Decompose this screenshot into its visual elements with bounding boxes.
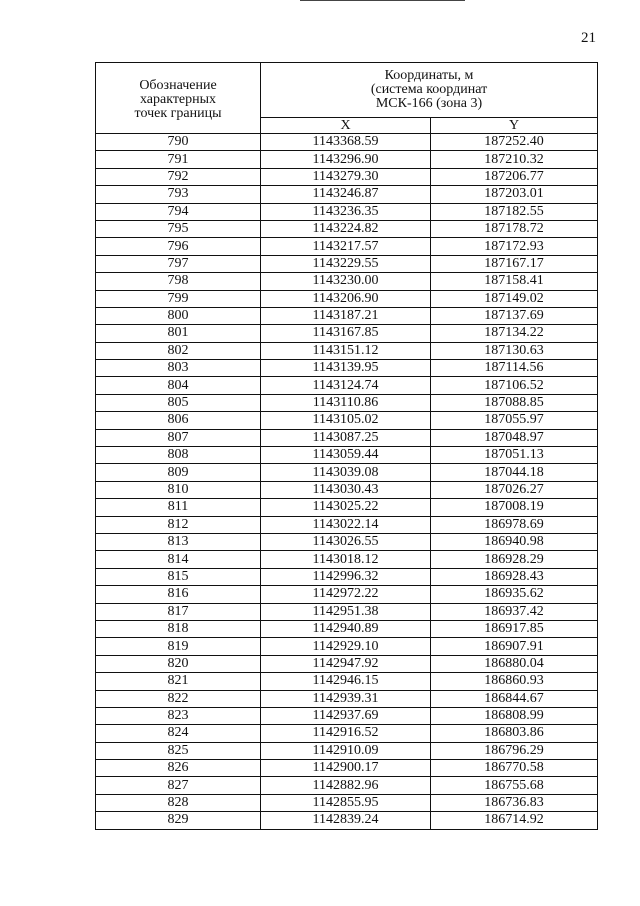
point-id-cell: 806 — [96, 412, 261, 429]
x-coordinate-cell: 1142951.38 — [261, 603, 431, 620]
y-coordinate-cell: 187203.01 — [431, 186, 598, 203]
table-row — [96, 220, 598, 237]
point-id-cell: 826 — [96, 760, 261, 777]
x-coordinate-cell: 1143124.74 — [261, 377, 431, 394]
y-coordinate-cell: 186940.98 — [431, 533, 598, 550]
y-coordinate-cell: 186844.67 — [431, 690, 598, 707]
point-id-cell: 801 — [96, 325, 261, 342]
point-id-cell: 802 — [96, 342, 261, 359]
table-row — [96, 690, 598, 707]
table-row — [96, 499, 598, 516]
table-body — [96, 134, 598, 830]
table-row — [96, 603, 598, 620]
y-coordinate-cell: 186796.29 — [431, 742, 598, 759]
header-designation — [96, 63, 261, 134]
point-id-cell: 814 — [96, 551, 261, 568]
x-coordinate-cell: 1142996.32 — [261, 568, 431, 585]
y-coordinate-cell: 186860.93 — [431, 673, 598, 690]
x-coordinate-cell: 1143059.44 — [261, 447, 431, 464]
header-y: Y — [431, 118, 598, 134]
point-id-cell: 810 — [96, 481, 261, 498]
x-coordinate-cell: 1143030.43 — [261, 481, 431, 498]
x-coordinate-cell: 1143087.25 — [261, 429, 431, 446]
table-row — [96, 760, 598, 777]
point-id-cell: 827 — [96, 777, 261, 794]
header-coordinates — [261, 63, 598, 118]
y-coordinate-cell: 186907.91 — [431, 638, 598, 655]
table-row — [96, 707, 598, 724]
x-coordinate-cell: 1143217.57 — [261, 238, 431, 255]
point-id-cell: 798 — [96, 273, 261, 290]
x-coordinate-cell: 1143110.86 — [261, 394, 431, 411]
table-row — [96, 238, 598, 255]
point-id-cell: 828 — [96, 794, 261, 811]
x-coordinate-cell: 1142916.52 — [261, 725, 431, 742]
table-row — [96, 568, 598, 585]
x-coordinate-cell: 1142939.31 — [261, 690, 431, 707]
table-row — [96, 273, 598, 290]
point-id-cell: 807 — [96, 429, 261, 446]
point-id-cell: 791 — [96, 151, 261, 168]
table-row — [96, 412, 598, 429]
coordinates-table — [95, 62, 598, 830]
x-coordinate-cell: 1143230.00 — [261, 273, 431, 290]
x-coordinate-cell: 1143279.30 — [261, 168, 431, 185]
y-coordinate-cell: 187130.63 — [431, 342, 598, 359]
point-id-cell: 799 — [96, 290, 261, 307]
x-coordinate-cell: 1143105.02 — [261, 412, 431, 429]
x-coordinate-cell: 1143187.21 — [261, 307, 431, 324]
x-coordinate-cell: 1142937.69 — [261, 707, 431, 724]
page-number: 21 — [581, 30, 596, 46]
table-row — [96, 516, 598, 533]
x-coordinate-cell: 1143039.08 — [261, 464, 431, 481]
x-coordinate-cell: 1142882.96 — [261, 777, 431, 794]
point-id-cell: 829 — [96, 812, 261, 829]
x-coordinate-cell: 1142900.17 — [261, 760, 431, 777]
y-coordinate-cell: 186770.58 — [431, 760, 598, 777]
point-id-cell: 805 — [96, 394, 261, 411]
y-coordinate-cell: 187051.13 — [431, 447, 598, 464]
y-coordinate-cell: 187210.32 — [431, 151, 598, 168]
x-coordinate-cell: 1143025.22 — [261, 499, 431, 516]
table-row — [96, 168, 598, 185]
y-coordinate-cell: 187055.97 — [431, 412, 598, 429]
table-row — [96, 203, 598, 220]
table-row — [96, 673, 598, 690]
y-coordinate-cell: 187158.41 — [431, 273, 598, 290]
y-coordinate-cell: 187114.56 — [431, 360, 598, 377]
table-row — [96, 777, 598, 794]
table-row — [96, 464, 598, 481]
table-row — [96, 481, 598, 498]
point-id-cell: 822 — [96, 690, 261, 707]
point-id-cell: 794 — [96, 203, 261, 220]
table-row — [96, 447, 598, 464]
table-row — [96, 377, 598, 394]
x-coordinate-cell: 1142972.22 — [261, 586, 431, 603]
y-coordinate-cell: 187172.93 — [431, 238, 598, 255]
y-coordinate-cell: 187044.18 — [431, 464, 598, 481]
x-coordinate-cell: 1142947.92 — [261, 655, 431, 672]
point-id-cell: 793 — [96, 186, 261, 203]
header-coordinates-line-2: (система координат — [370, 82, 488, 98]
table-row — [96, 255, 598, 272]
x-coordinate-cell: 1143236.35 — [261, 203, 431, 220]
x-coordinate-cell: 1142910.09 — [261, 742, 431, 759]
table-row — [96, 812, 598, 829]
point-id-cell: 795 — [96, 220, 261, 237]
y-coordinate-cell: 187134.22 — [431, 325, 598, 342]
point-id-cell: 817 — [96, 603, 261, 620]
header-designation-line-2: характерных — [139, 92, 217, 107]
table-row — [96, 151, 598, 168]
point-id-cell: 821 — [96, 673, 261, 690]
point-id-cell: 803 — [96, 360, 261, 377]
y-coordinate-cell: 187048.97 — [431, 429, 598, 446]
x-coordinate-cell: 1143206.90 — [261, 290, 431, 307]
table-row — [96, 325, 598, 342]
y-coordinate-cell: 187252.40 — [431, 134, 598, 151]
point-id-cell: 809 — [96, 464, 261, 481]
y-coordinate-cell: 187206.77 — [431, 168, 598, 185]
x-coordinate-cell: 1143151.12 — [261, 342, 431, 359]
table-row — [96, 186, 598, 203]
x-coordinate-cell: 1142940.89 — [261, 620, 431, 637]
point-id-cell: 824 — [96, 725, 261, 742]
x-coordinate-cell: 1142855.95 — [261, 794, 431, 811]
table-row — [96, 394, 598, 411]
point-id-cell: 811 — [96, 499, 261, 516]
y-coordinate-cell: 186917.85 — [431, 620, 598, 637]
y-coordinate-cell: 187106.52 — [431, 377, 598, 394]
table-row — [96, 638, 598, 655]
y-coordinate-cell: 186937.42 — [431, 603, 598, 620]
header-designation-line-3: точек границы — [134, 106, 222, 121]
header-coordinates-line-1: Координаты, м — [384, 68, 474, 84]
point-id-cell: 812 — [96, 516, 261, 533]
x-coordinate-cell: 1143022.14 — [261, 516, 431, 533]
table-row — [96, 725, 598, 742]
y-coordinate-cell: 186803.86 — [431, 725, 598, 742]
x-coordinate-cell: 1143296.90 — [261, 151, 431, 168]
y-coordinate-cell: 186928.29 — [431, 551, 598, 568]
table-row — [96, 655, 598, 672]
point-id-cell: 804 — [96, 377, 261, 394]
point-id-cell: 819 — [96, 638, 261, 655]
x-coordinate-cell: 1142946.15 — [261, 673, 431, 690]
y-coordinate-cell: 186935.62 — [431, 586, 598, 603]
header-x: X — [261, 118, 431, 134]
point-id-cell: 820 — [96, 655, 261, 672]
table-row — [96, 586, 598, 603]
point-id-cell: 792 — [96, 168, 261, 185]
point-id-cell: 796 — [96, 238, 261, 255]
table-row — [96, 742, 598, 759]
point-id-cell: 813 — [96, 533, 261, 550]
table-row — [96, 533, 598, 550]
header-coordinates-line-3: МСК-166 (зона 3) — [375, 96, 483, 112]
x-coordinate-cell: 1143026.55 — [261, 533, 431, 550]
y-coordinate-cell: 187088.85 — [431, 394, 598, 411]
x-coordinate-cell: 1142839.24 — [261, 812, 431, 829]
y-coordinate-cell: 187182.55 — [431, 203, 598, 220]
header-designation-line-1: Обозначение — [139, 78, 217, 93]
y-coordinate-cell: 186714.92 — [431, 812, 598, 829]
table-row — [96, 134, 598, 151]
point-id-cell: 816 — [96, 586, 261, 603]
point-id-cell: 815 — [96, 568, 261, 585]
x-coordinate-cell: 1143167.85 — [261, 325, 431, 342]
y-coordinate-cell: 186928.43 — [431, 568, 598, 585]
table-row — [96, 551, 598, 568]
table-row — [96, 307, 598, 324]
x-coordinate-cell: 1143224.82 — [261, 220, 431, 237]
y-coordinate-cell: 186808.99 — [431, 707, 598, 724]
x-coordinate-cell: 1143229.55 — [261, 255, 431, 272]
point-id-cell: 790 — [96, 134, 261, 151]
y-coordinate-cell: 187178.72 — [431, 220, 598, 237]
y-coordinate-cell: 187008.19 — [431, 499, 598, 516]
x-coordinate-cell: 1143368.59 — [261, 134, 431, 151]
top-rule — [300, 0, 465, 1]
point-id-cell: 808 — [96, 447, 261, 464]
y-coordinate-cell: 186978.69 — [431, 516, 598, 533]
x-coordinate-cell: 1142929.10 — [261, 638, 431, 655]
point-id-cell: 800 — [96, 307, 261, 324]
x-coordinate-cell: 1143018.12 — [261, 551, 431, 568]
table-row — [96, 620, 598, 637]
y-coordinate-cell: 186736.83 — [431, 794, 598, 811]
table-row — [96, 429, 598, 446]
point-id-cell: 823 — [96, 707, 261, 724]
table-row — [96, 290, 598, 307]
table-row — [96, 342, 598, 359]
point-id-cell: 825 — [96, 742, 261, 759]
table-row — [96, 794, 598, 811]
y-coordinate-cell: 187137.69 — [431, 307, 598, 324]
y-coordinate-cell: 186755.68 — [431, 777, 598, 794]
point-id-cell: 797 — [96, 255, 261, 272]
y-coordinate-cell: 187167.17 — [431, 255, 598, 272]
x-coordinate-cell: 1143246.87 — [261, 186, 431, 203]
table-row — [96, 360, 598, 377]
y-coordinate-cell: 186880.04 — [431, 655, 598, 672]
point-id-cell: 818 — [96, 620, 261, 637]
y-coordinate-cell: 187026.27 — [431, 481, 598, 498]
y-coordinate-cell: 187149.02 — [431, 290, 598, 307]
x-coordinate-cell: 1143139.95 — [261, 360, 431, 377]
